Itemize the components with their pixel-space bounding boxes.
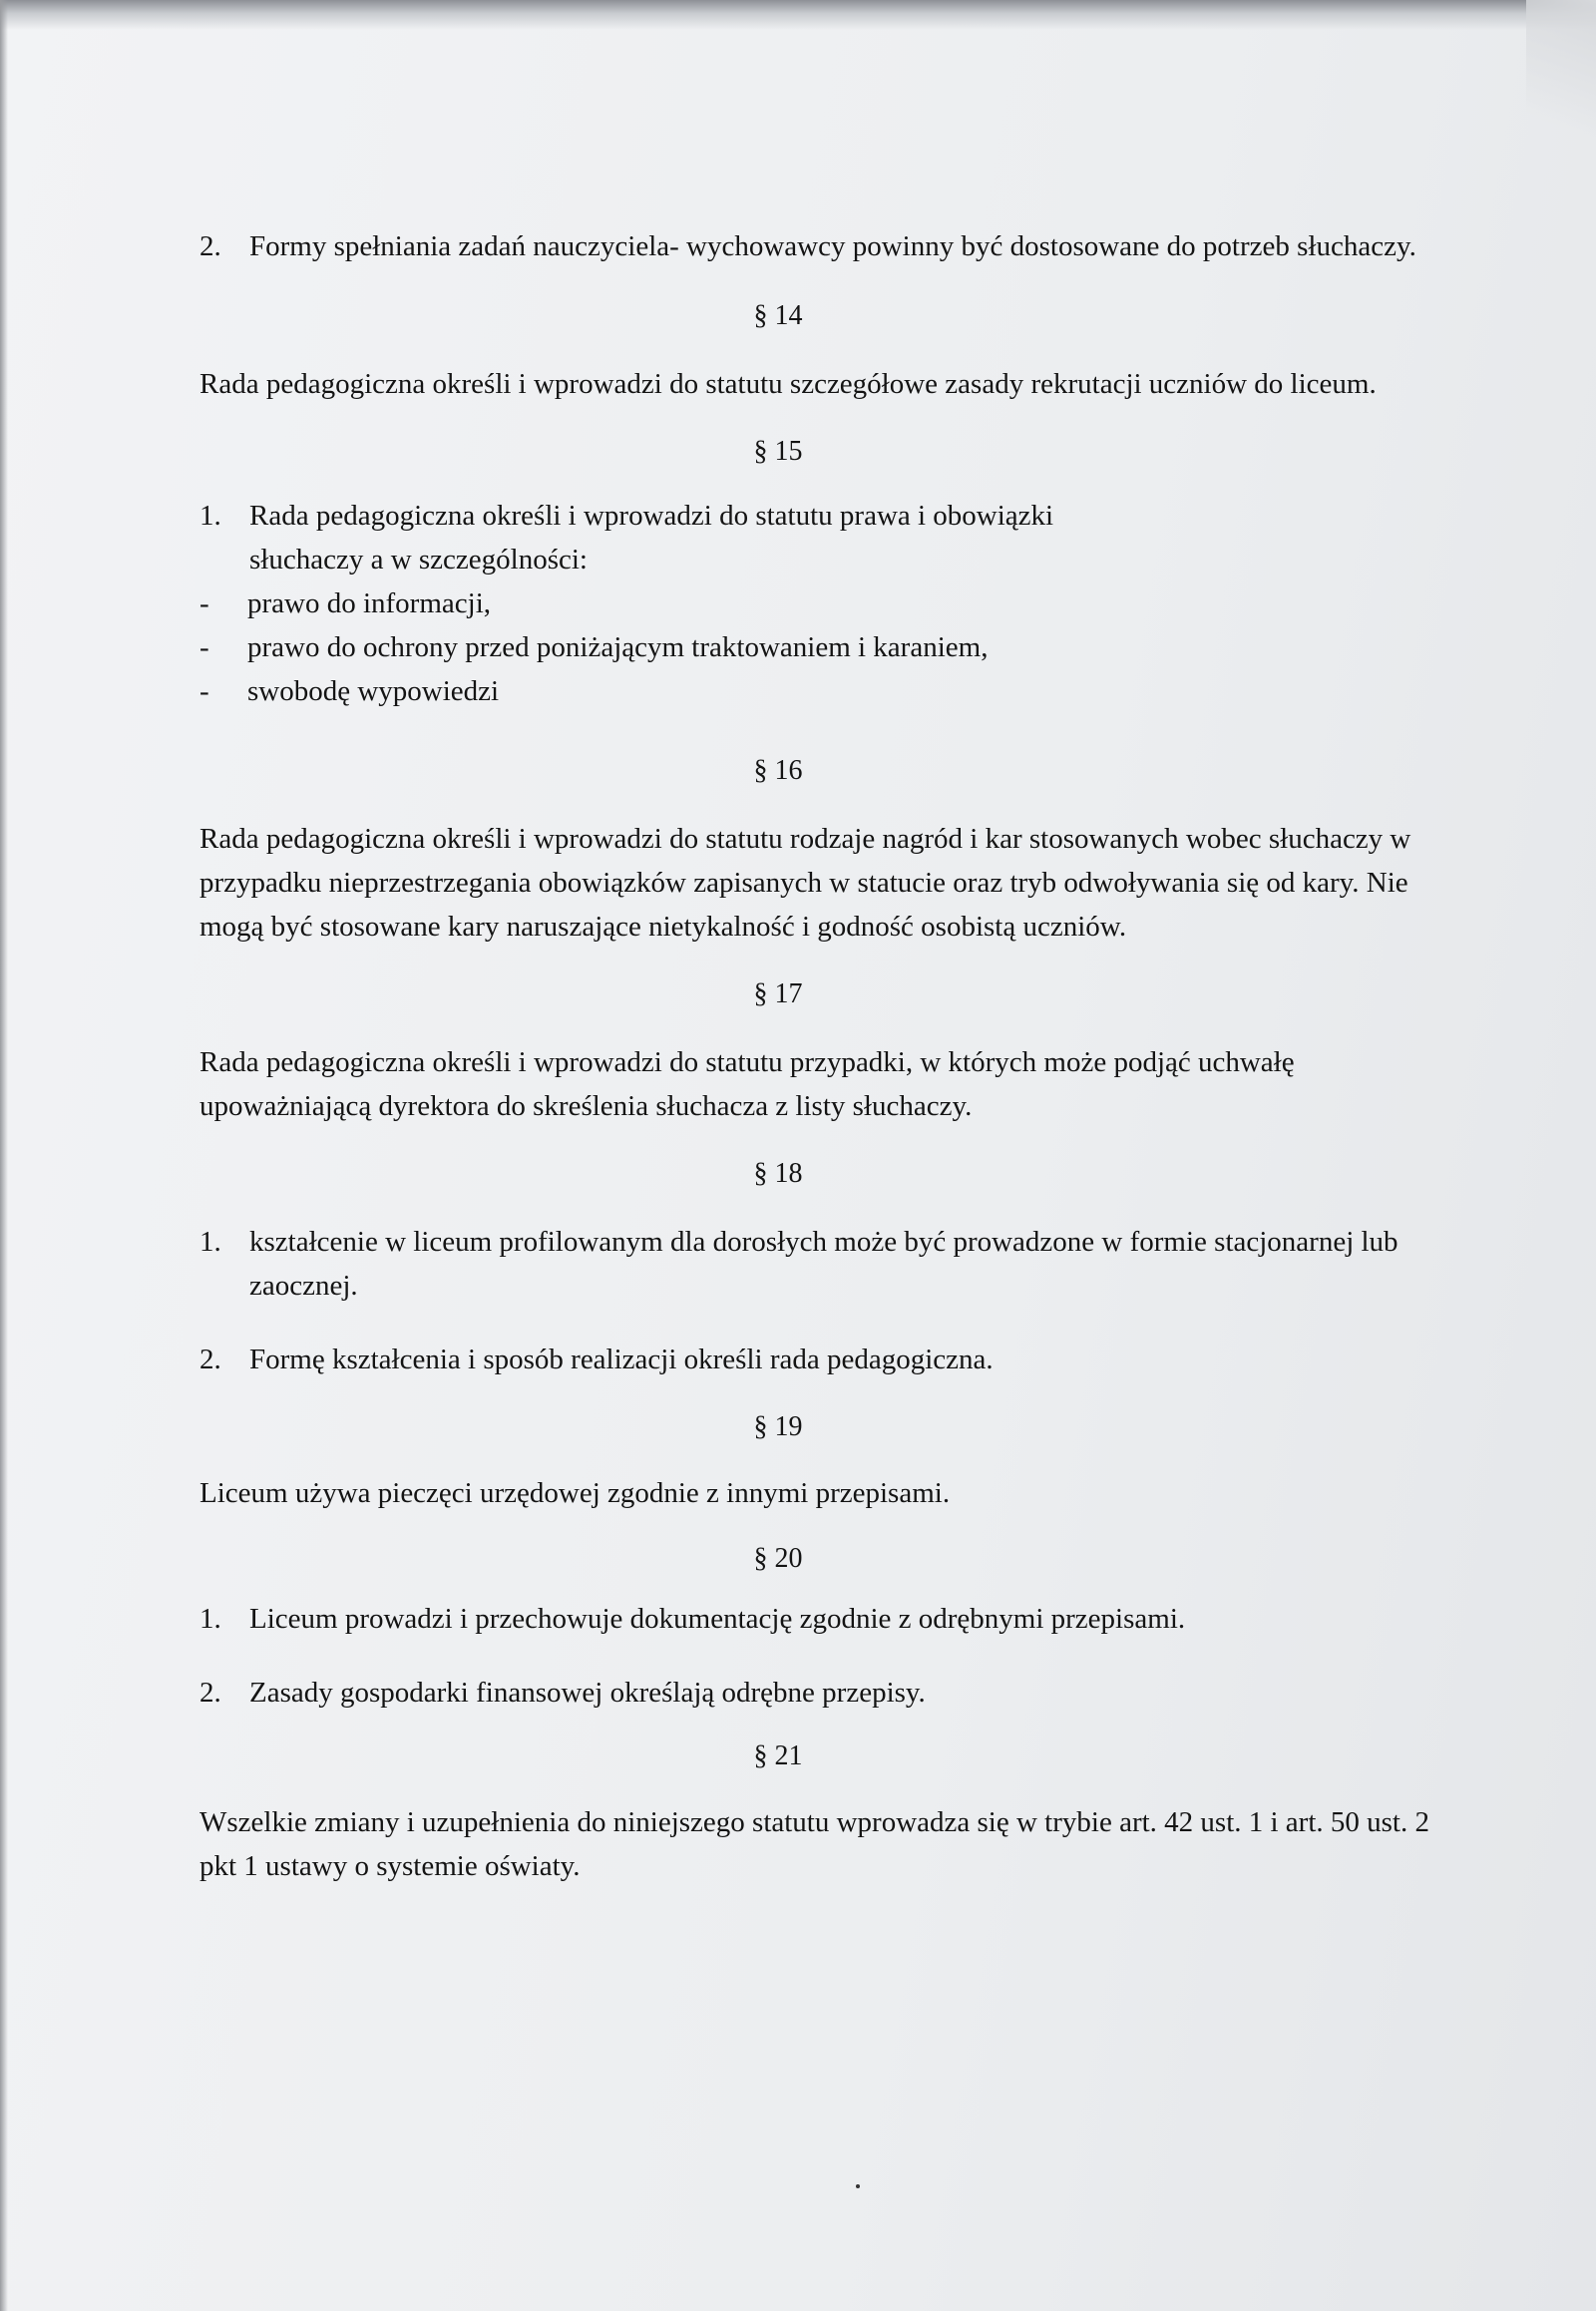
bullet-dash: -	[200, 631, 209, 663]
item-number: 1.	[200, 1603, 221, 1635]
item-18-2	[200, 1338, 1456, 1381]
item-20-2	[200, 1671, 1456, 1715]
item-number: 1.	[200, 1226, 221, 1258]
bullet-item	[200, 625, 1456, 669]
bullet-item	[200, 669, 1456, 713]
page-mark	[856, 2184, 860, 2188]
item-text: Liceum prowadzi i przechowuje dokumentację zgodnie z odrębnymi przepisami.	[249, 1603, 1186, 1635]
paragraph-19: Liceum używa pieczęci urzędowej zgodnie z innymi przepisami.	[200, 1477, 951, 1509]
bullet-dash: -	[200, 675, 209, 707]
item-text: Formy spełniania zadań nauczyciela- wychowawcy powinny być dostosowane do potrzeb słuchaczy.	[249, 230, 1416, 262]
section-heading-18: § 18	[753, 1158, 803, 1189]
section-heading-15: § 15	[753, 436, 803, 467]
section-heading-20: § 20	[753, 1543, 803, 1574]
item-number: 2.	[200, 230, 221, 262]
item-text: kształcenie w liceum profilowanym dla dorosłych może być prowadzone w formie stacjonarnej lub zaocznej.	[249, 1226, 1398, 1302]
item-13-2	[200, 224, 1456, 268]
bullet-text: prawo do informacji,	[247, 587, 492, 619]
paragraph-17: Rada pedagogiczna określi i wprowadzi do statutu przypadki, w których może podjąć uchwałę upoważniającą dyrektora do skreślenia słuchacza z listy słuchaczy.	[200, 1046, 1295, 1122]
item-15-1	[200, 494, 1456, 581]
bullet-dash: -	[200, 587, 209, 619]
item-number: 1.	[200, 500, 221, 532]
item-number: 2.	[200, 1344, 221, 1375]
bullet-text: prawo do ochrony przed poniżającym traktowaniem i karaniem,	[247, 631, 989, 663]
item-text: Formę kształcenia i sposób realizacji określi rada pedagogiczna.	[249, 1344, 994, 1375]
item-18-1	[200, 1220, 1456, 1308]
paragraph-14: Rada pedagogiczna określi i wprowadzi do statutu szczegółowe zasady rekrutacji uczniów do liceum.	[200, 368, 1377, 400]
section-heading-14: § 14	[753, 300, 803, 331]
scan-top-shadow	[0, 0, 1596, 30]
section-heading-19: § 19	[753, 1411, 803, 1442]
scan-corner-fold	[1526, 0, 1596, 150]
paragraph-21: Wszelkie zmiany i uzupełnienia do niniejszego statutu wprowadza się w trybie art. 42 ust. 1 i art. 50 ust. 2 pkt 1 ustawy o systemie oświaty.	[200, 1806, 1429, 1882]
section-heading-17: § 17	[753, 978, 803, 1009]
bullet-item	[200, 581, 1456, 625]
item-text: Rada pedagogiczna określi i wprowadzi do statutu prawa i obowiązki słuchaczy a w szczególności:	[249, 500, 1054, 576]
item-text: Zasady gospodarki finansowej określają odrębne przepisy.	[249, 1677, 926, 1709]
section-heading-21: § 21	[753, 1740, 803, 1771]
paragraph-16: Rada pedagogiczna określi i wprowadzi do statutu rodzaje nagród i kar stosowanych wobec słuchaczy w przypadku nieprzestrzegania obowiązków zapisanych w statucie oraz tryb odwoływania się od kary. Nie mogą być stosowane kary naruszające nietykalność i godność osobistą uczniów.	[200, 823, 1411, 943]
item-number: 2.	[200, 1677, 221, 1709]
document-body	[200, 224, 1456, 1888]
section-heading-16: § 16	[753, 755, 803, 786]
scan-left-edge	[0, 0, 8, 2311]
item-20-1	[200, 1597, 1456, 1641]
bullet-text: swobodę wypowiedzi	[247, 675, 500, 707]
